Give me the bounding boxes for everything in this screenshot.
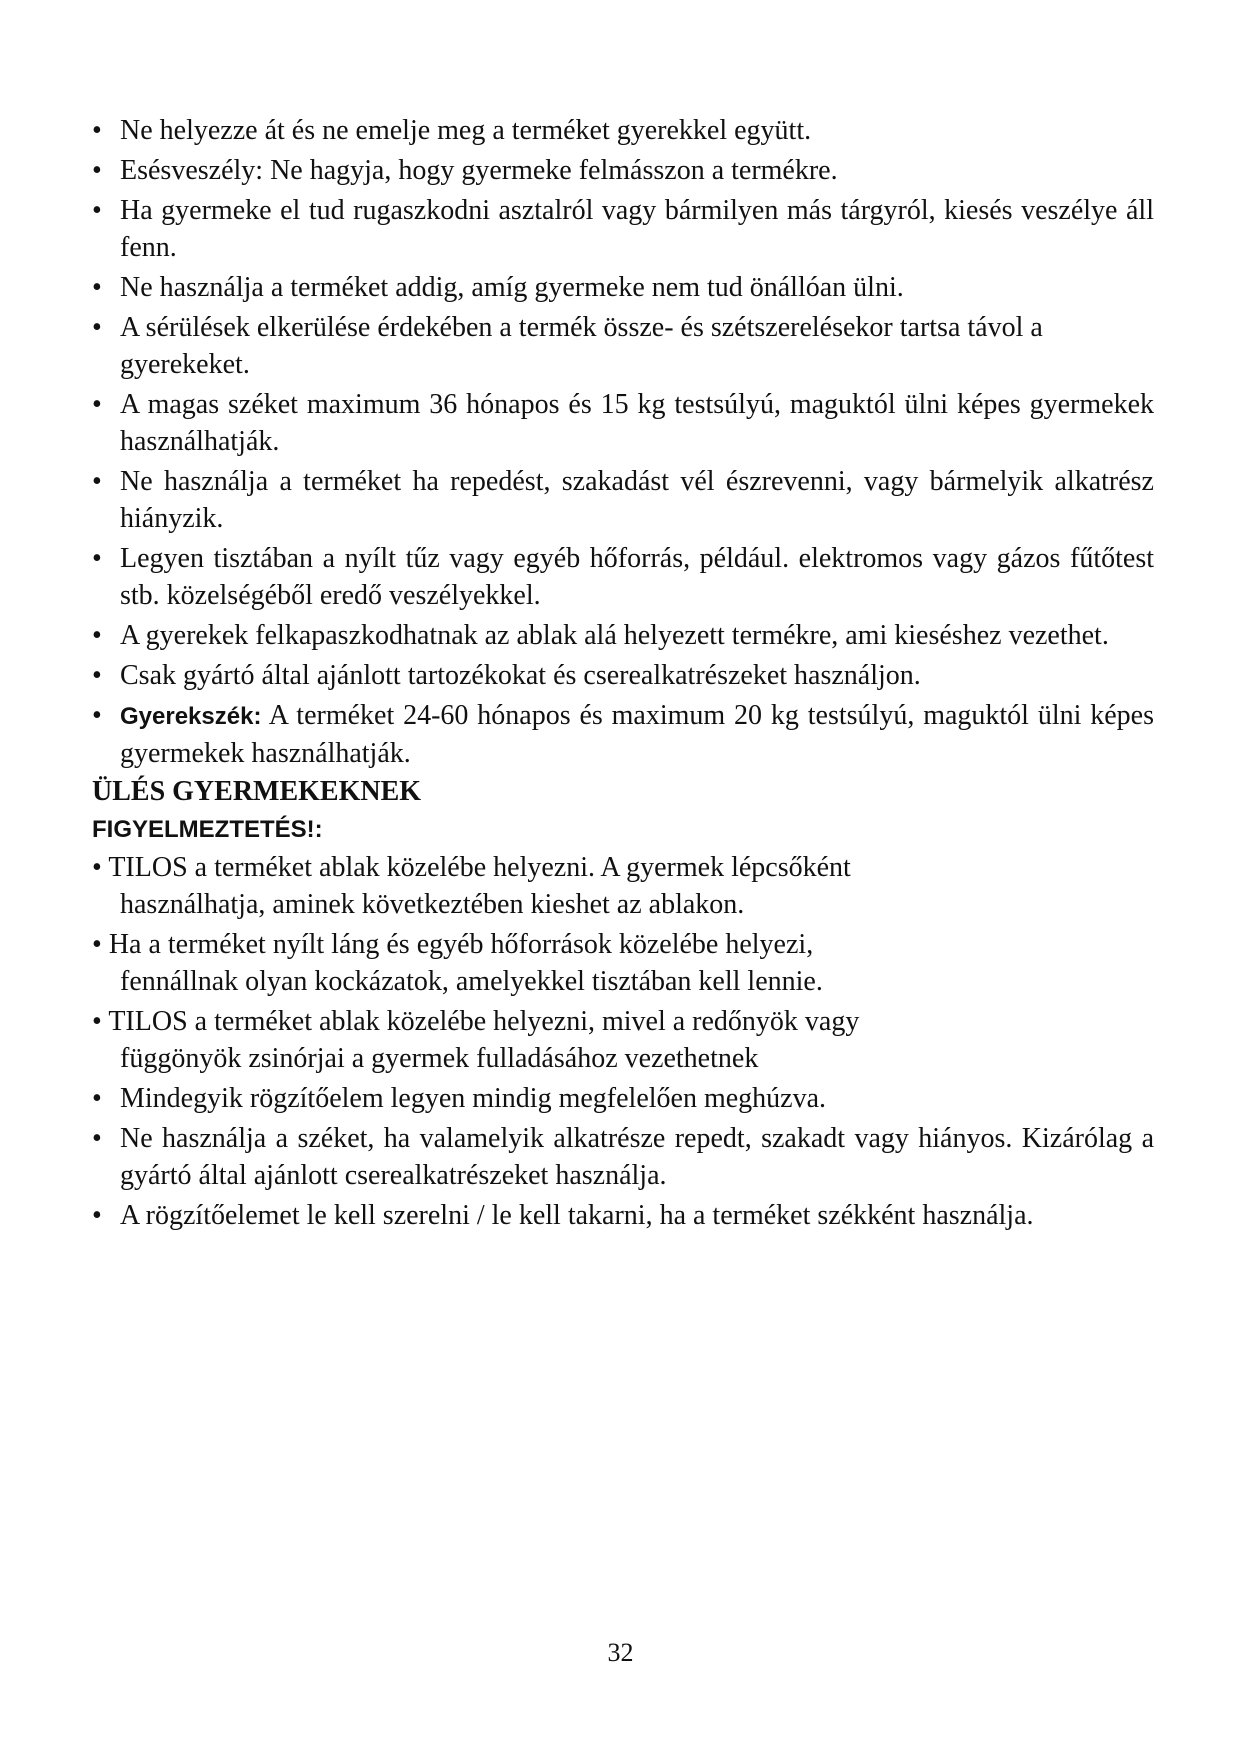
item-label: Gyerekszék:: [120, 703, 262, 730]
list-item: [92, 309, 1154, 383]
list-item: [92, 1197, 1154, 1234]
list-item: [92, 697, 1154, 772]
list-item: [92, 386, 1154, 460]
warning-title: FIGYELMEZTETÉS!:: [92, 816, 323, 843]
bullet-icon: •: [92, 1123, 102, 1154]
bullet-icon: •: [92, 543, 102, 574]
list-item: [92, 617, 1154, 654]
bullet-icon: •: [92, 115, 102, 146]
item-text: A sérülések elkerülése érdekében a termék össze- és szétszerelésekor tartsa távol a gyerekeket.: [120, 312, 1043, 380]
bullet-icon: •: [92, 852, 102, 883]
safety-list: [92, 112, 1154, 772]
bullet-icon: •: [92, 929, 102, 960]
list-item: [92, 926, 1154, 1000]
bullet-icon: •: [92, 1083, 102, 1114]
bullet-icon: •: [92, 389, 102, 420]
bullet-icon: •: [92, 700, 102, 731]
list-item: [92, 463, 1154, 537]
document-page: [92, 112, 1154, 1237]
item-text: TILOS a terméket ablak közelébe helyezni. A gyermek lépcsőként: [108, 852, 851, 883]
list-item: [92, 1120, 1154, 1194]
list-item: [92, 192, 1154, 266]
item-text: A rögzítőelemet le kell szerelni / le kell takarni, ha a terméket székként használja.: [120, 1200, 1034, 1231]
bullet-icon: •: [92, 195, 102, 226]
item-text: Ha gyermeke el tud rugaszkodni asztalról vagy bármilyen más tárgyról, kiesés veszélye áll fenn.: [120, 195, 1154, 263]
item-text: Ha a terméket nyílt láng és egyéb hőforrások közelébe helyezi,: [108, 929, 814, 960]
list-item: [92, 1080, 1154, 1117]
item-text: Ne használja a terméket addig, amíg gyermeke nem tud önállóan ülni.: [120, 272, 904, 303]
bullet-icon: •: [92, 272, 102, 303]
item-text: Ne használja a terméket ha repedést, szakadást vél észrevenni, vagy bármelyik alkatrész hiányzik.: [120, 466, 1154, 534]
item-text: A magas széket maximum 36 hónapos és 15 kg testsúlyú, maguktól ülni képes gyermekek használhatják.: [120, 389, 1154, 457]
list-item: [92, 269, 1154, 306]
bullet-icon: •: [92, 1006, 102, 1037]
item-text: A gyerekek felkapaszkodhatnak az ablak alá helyezett termékre, ami kieséshez vezethet.: [120, 620, 1109, 651]
item-text: Esésveszély: Ne hagyja, hogy gyermeke felmásszon a termékre.: [120, 155, 838, 186]
list-item: [92, 849, 1154, 923]
item-text: TILOS a terméket ablak közelébe helyezni, mivel a redőnyök vagy: [108, 1006, 860, 1037]
list-item: [92, 540, 1154, 614]
list-item: [92, 112, 1154, 149]
page-number: 32: [607, 1638, 634, 1667]
item-text-cont: függönyök zsinórjai a gyermek fulladásához vezethetnek: [120, 1043, 759, 1074]
item-text-cont: használhatja, aminek következtében kieshet az ablakon.: [120, 889, 745, 920]
bullet-icon: •: [92, 660, 102, 691]
bullet-icon: •: [92, 466, 102, 497]
section-heading: ÜLÉS GYERMEKEKNEK: [92, 776, 422, 807]
item-text: Csak gyártó által ajánlott tartozékokat és cserealkatrészeket használjon.: [120, 660, 921, 691]
item-text: Ne helyezze át és ne emelje meg a terméket gyerekkel együtt.: [120, 115, 812, 146]
item-text-cont: fennállnak olyan kockázatok, amelyekkel tisztában kell lennie.: [120, 966, 823, 997]
item-text: Legyen tisztában a nyílt tűz vagy egyéb hőforrás, például. elektromos vagy gázos fűtőtest stb. közelségéből eredő veszélyekkel.: [120, 543, 1154, 611]
list-item: [92, 1003, 1154, 1077]
bullet-icon: •: [92, 620, 102, 651]
item-text: Ne használja a széket, ha valamelyik alkatrésze repedt, szakadt vagy hiányos. Kizárólag a gyártó által ajánlott cserealkatrészeket használja.: [120, 1123, 1154, 1191]
bullet-icon: •: [92, 1200, 102, 1231]
list-item: [92, 657, 1154, 694]
item-text: A terméket 24-60 hónapos és maximum 20 kg testsúlyú, maguktól ülni képes gyermekek használhatják.: [120, 700, 1154, 769]
bullet-icon: •: [92, 155, 102, 186]
list-item: [92, 152, 1154, 189]
warning-list: [92, 849, 1154, 1234]
item-text: Mindegyik rögzítőelem legyen mindig megfelelően meghúzva.: [120, 1083, 827, 1114]
bullet-icon: •: [92, 312, 102, 343]
